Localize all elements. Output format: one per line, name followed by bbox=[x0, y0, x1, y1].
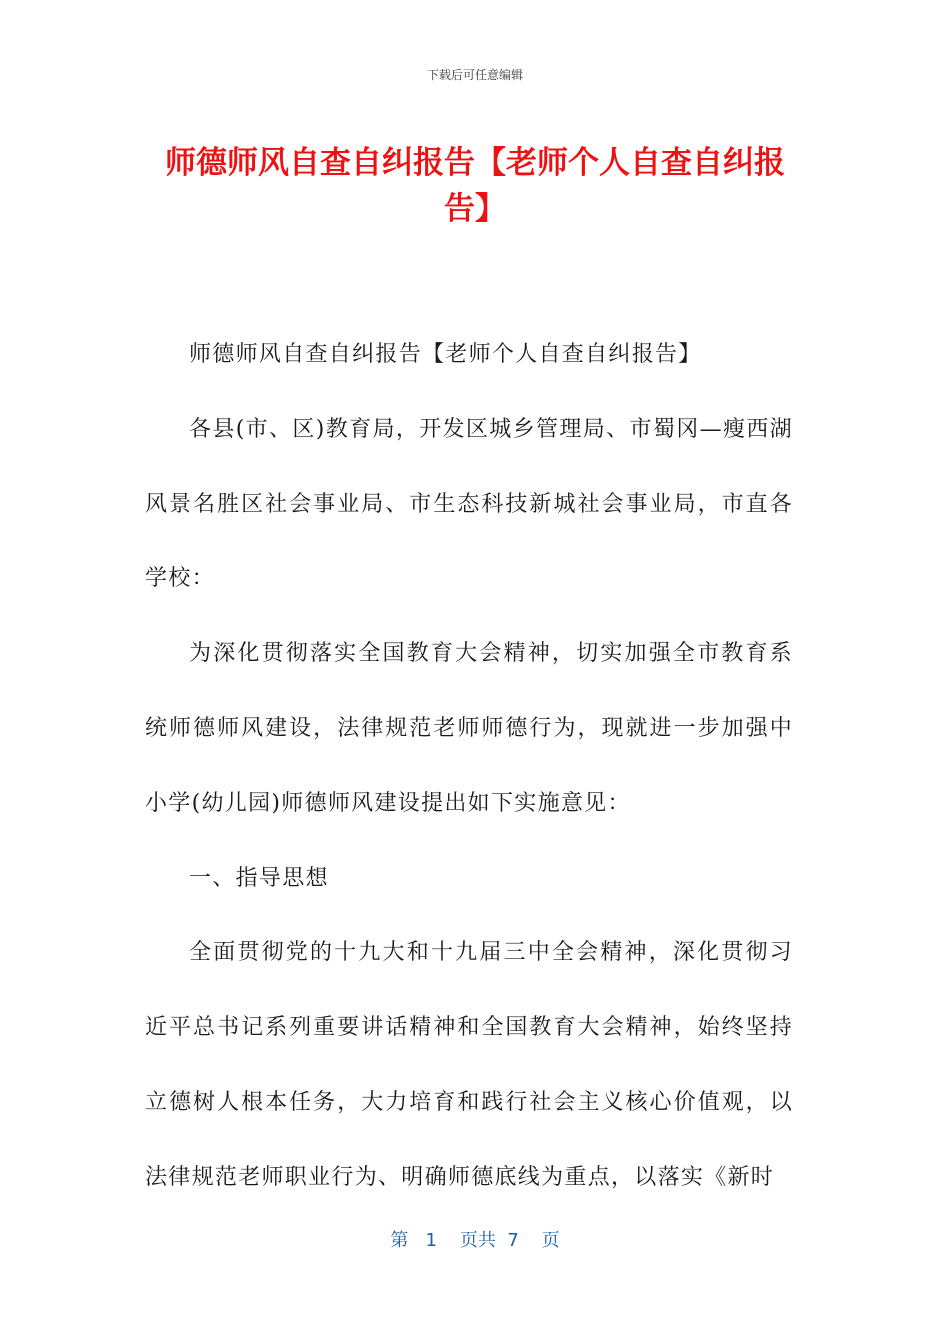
page-label-suffix: 页 bbox=[541, 1230, 560, 1251]
page-footer bbox=[0, 1226, 950, 1252]
page-label-prefix: 第 bbox=[390, 1230, 409, 1251]
paragraph: 师德师风自查自纠报告【老师个人自查自纠报告】 bbox=[189, 342, 702, 367]
total-pages-number: 7 bbox=[507, 1230, 519, 1251]
paragraph: 为深化贯彻落实全国教育大会精神，切实加强全市教育系统师德师风建设，法律规范老师师德行为，现就进一步加强中小学(幼儿园)师德师风建设提出如下实施意见： bbox=[145, 641, 793, 816]
current-page-number: 1 bbox=[425, 1230, 437, 1251]
document-body bbox=[145, 318, 793, 1216]
section-heading: 一、指导思想 bbox=[189, 865, 329, 891]
document-title: 师德师风自查自纠报告【老师个人自查自纠报告】 bbox=[165, 145, 785, 227]
paragraph: 全面贯彻党的十九大和十九届三中全会精神，深化贯彻习近平总书记系列重要讲话精神和全国教育大会精神，始终坚持立德树人根本任务，大力培育和践行社会主义核心价值观，以法律规范老师职业行为、明确师德底线为重点，以落实《新时 bbox=[145, 940, 793, 1190]
paragraph: 各县(市、区)教育局，开发区城乡管理局、市蜀冈—瘦西湖风景名胜区社会事业局、市生态科技新城社会事业局，市直各学校： bbox=[145, 416, 793, 592]
page-label-mid: 页共 bbox=[459, 1230, 496, 1251]
header-note: 下载后可任意编辑 bbox=[426, 68, 523, 82]
